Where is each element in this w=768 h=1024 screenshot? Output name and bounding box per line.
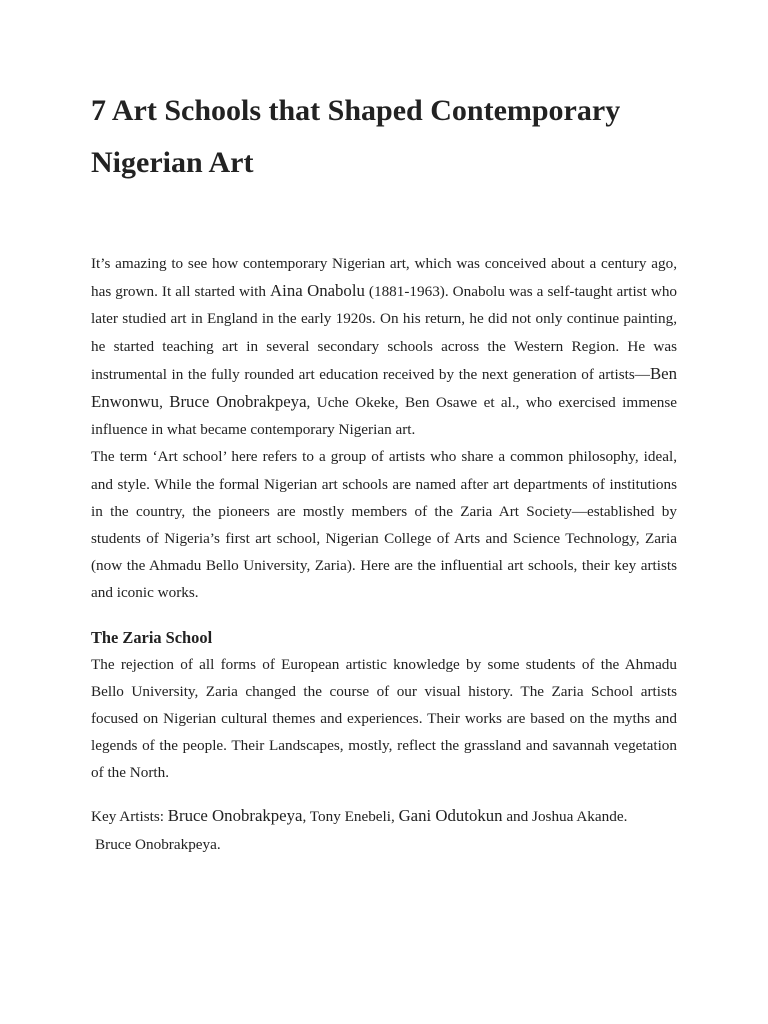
key-artists-label: Key Artists:	[91, 807, 168, 825]
key-artists-line	[91, 801, 677, 832]
artist-link-bruce-onobrakpeya[interactable]: Bruce Onobrakpeya	[169, 392, 307, 412]
intro-text-a: It’s amazing to see how contemporary Nigerian art, which was conceived about a century ago, has grown. It all started with	[91, 255, 677, 301]
artist-link-gani-odutokun[interactable]: Gani Odutokun	[398, 805, 503, 825]
intro-text-d: , Uche Okeke, Ben Osawe et al., who exercised immense influence in what became contemporary Nigerian art.	[91, 394, 677, 439]
artist-link-ben-enwonwu[interactable]: Ben Enwonwu	[91, 363, 677, 412]
article-body	[91, 250, 677, 858]
key-artists-sep: , Tony Enebeli,	[302, 807, 399, 825]
section-heading-zaria-school: The Zaria School	[91, 627, 213, 647]
intro-paragraph-2: The term ‘Art school’ here refers to a group of artists who share a common philosophy, ideal, and style. While the formal Nigerian art schools are named after art departments of institutions in the country, the pioneers are mostly members of the Zaria Art Society—established by students of Nigeria’s first art school, Nigerian College of Arts and Science Technology, Zaria (now the Ahmadu Bello University, Zaria). Here are the influential art schools, their key artists and iconic works.	[91, 448, 677, 602]
article-title: 7 Art Schools that Shaped Contemporary Nigerian Art	[91, 94, 621, 179]
key-artists-tail: and Joshua Akande.	[502, 807, 628, 825]
artist-link-aina-onabolu[interactable]: Aina Onabolu	[270, 281, 365, 301]
zaria-paragraph: The rejection of all forms of European artistic knowledge by some students of the Ahmadu Bello University, Zaria changed the course of our visual history. The Zaria School artists focused on Nigerian cultural themes and experiences. Their works are based on the myths and legends of the people. Their Landscapes, mostly, reflect the grassland and savannah vegetation of the North.	[91, 655, 677, 782]
artist-link-bruce-onobrakpeya-2[interactable]: Bruce Onobrakpeya	[167, 805, 303, 825]
image-caption: Bruce Onobrakpeya.	[95, 835, 221, 853]
intro-paragraph-1	[91, 250, 677, 443]
intro-text-b: (1881-1963). Onabolu was a self-taught artist who later studied art in England in the early 1920s. On his return, he did not only continue painting, he started teaching art in several secondary schools across the Western Region. He was instrumental in the fully rounded art education received by the next generation of artists—	[91, 283, 678, 383]
intro-text-c: ,	[159, 394, 170, 412]
